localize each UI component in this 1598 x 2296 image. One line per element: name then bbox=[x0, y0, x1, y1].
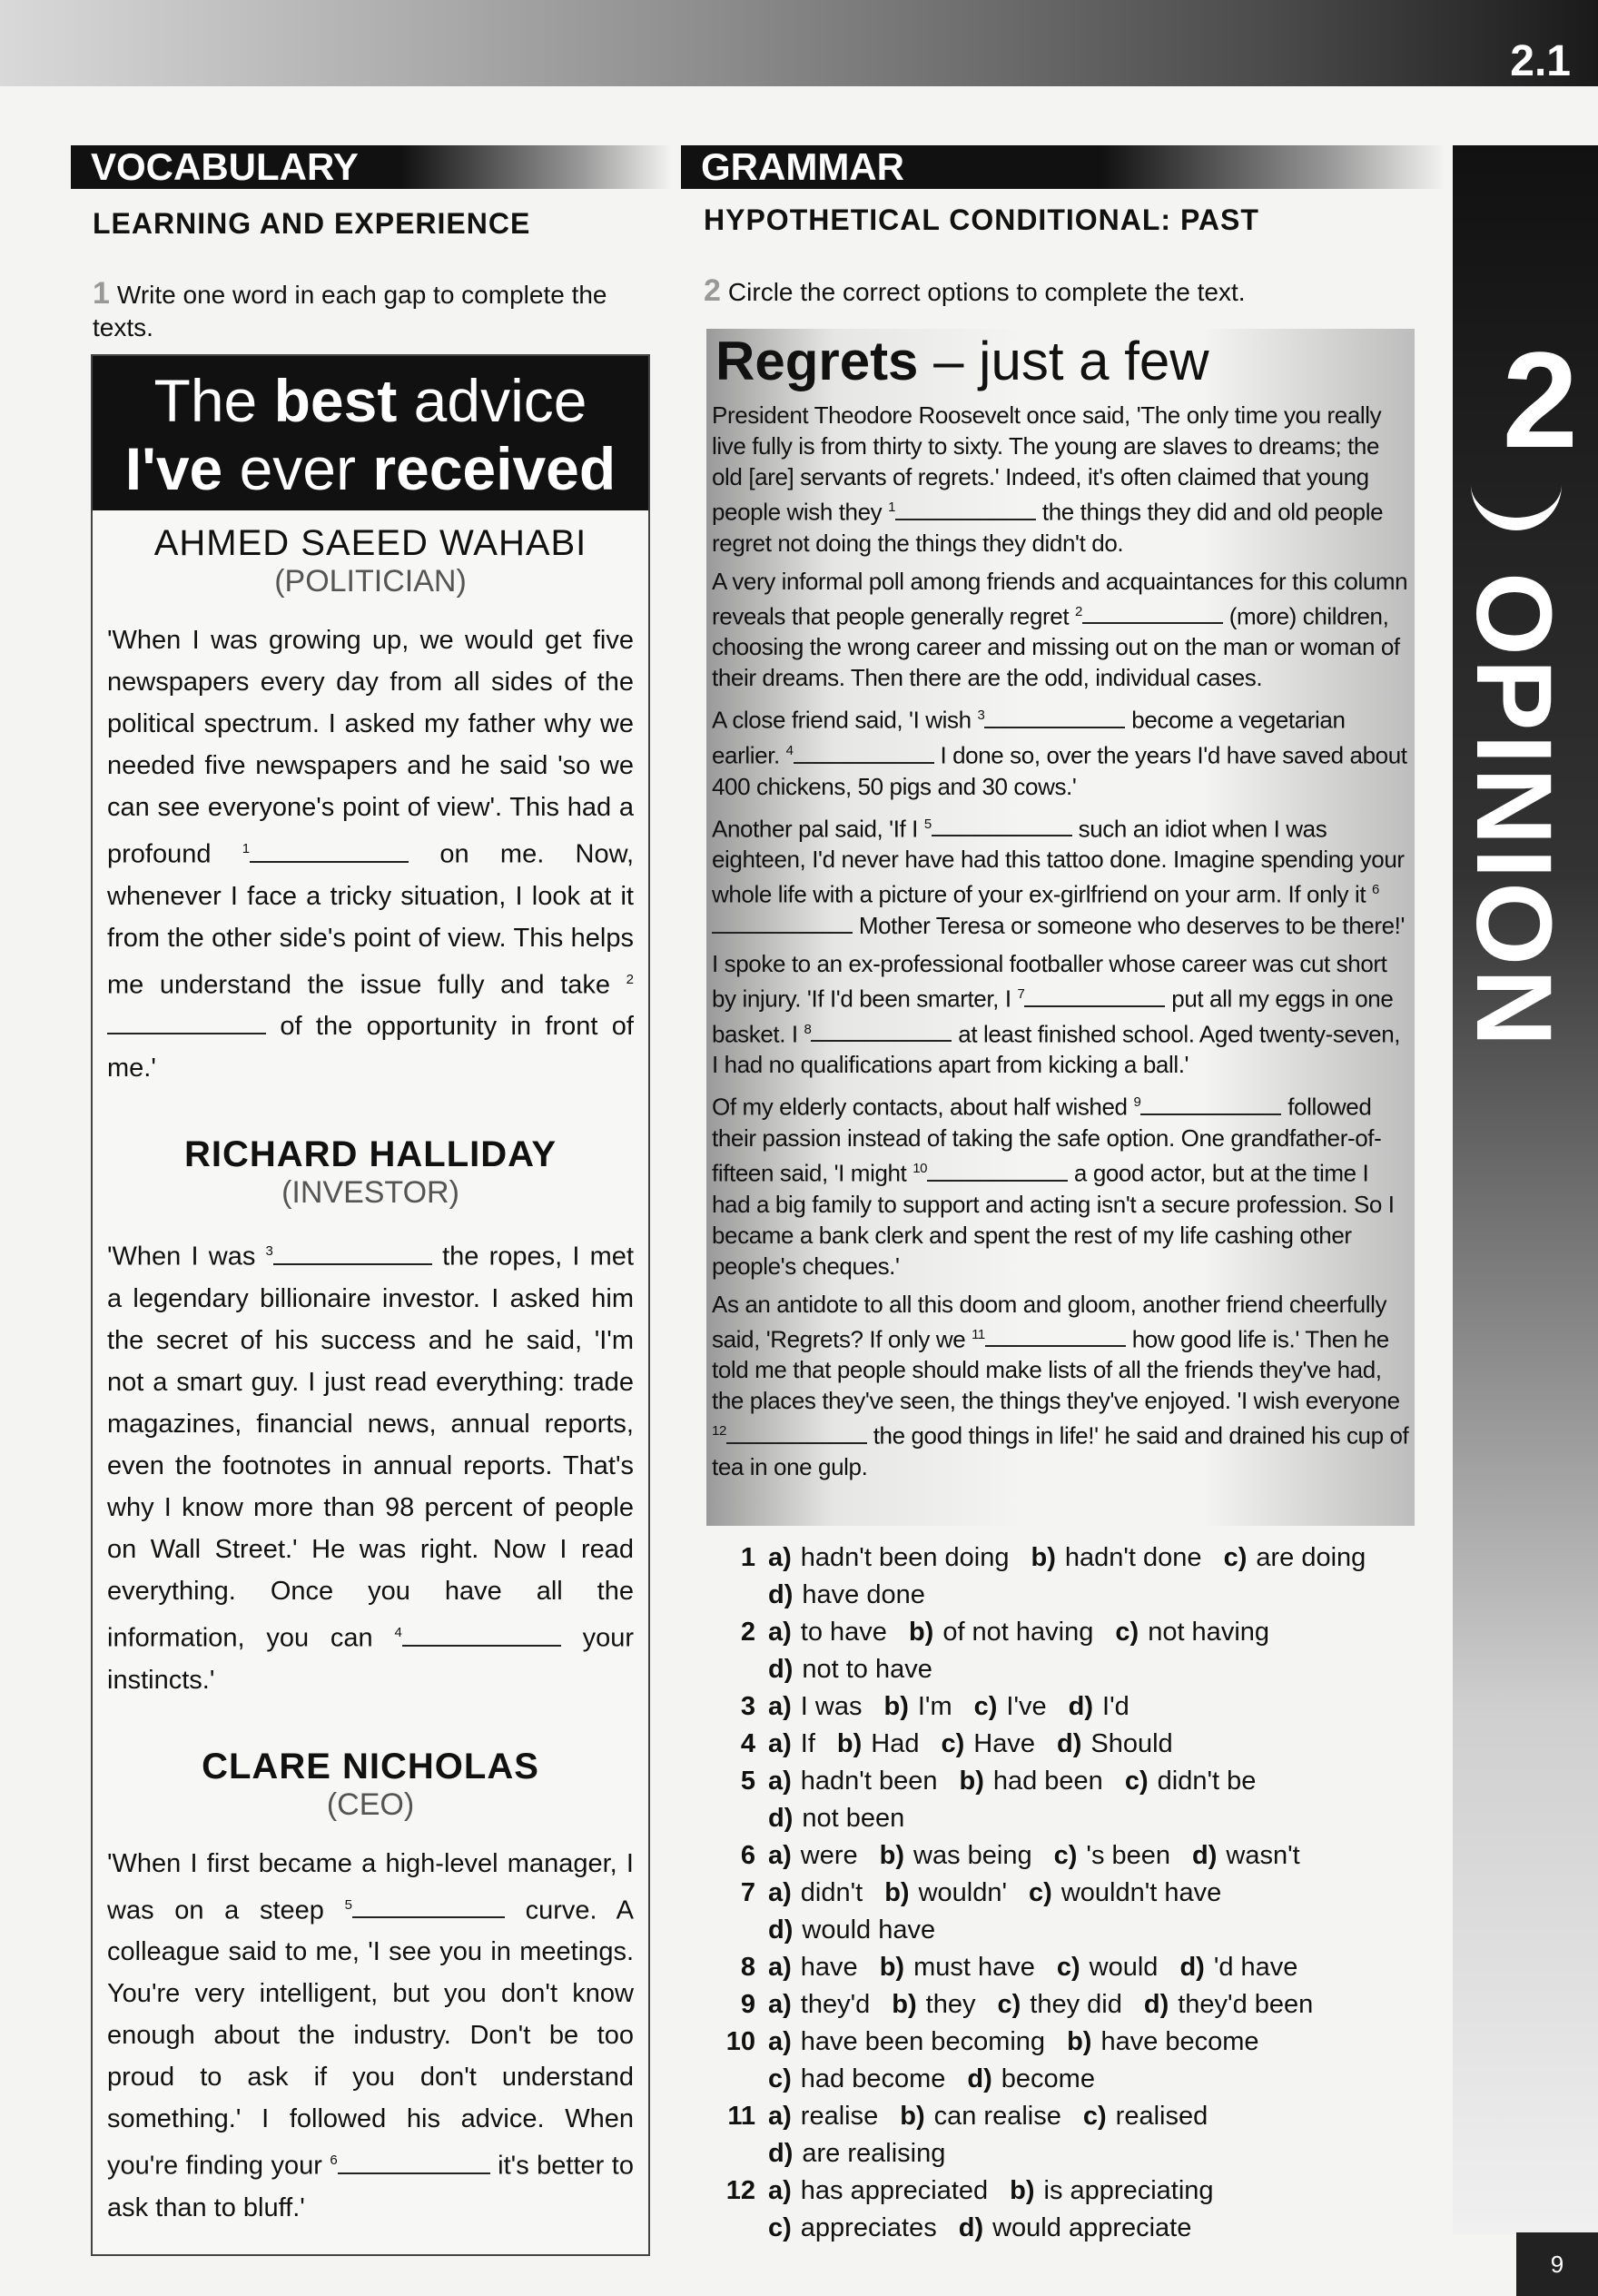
option-row bbox=[717, 1726, 1425, 1763]
answer-option[interactable]: a) were bbox=[768, 1841, 858, 1870]
person-role: (CEO) bbox=[326, 1786, 415, 1822]
option-row bbox=[717, 2135, 1425, 2172]
option-row bbox=[717, 1614, 1425, 1651]
gap-number: 5 bbox=[923, 816, 932, 832]
answer-option[interactable]: d) not been bbox=[768, 1804, 905, 1833]
advice-box bbox=[91, 354, 650, 2256]
answer-option[interactable]: b) was being bbox=[879, 1841, 1032, 1870]
answer-option[interactable]: d) are realising bbox=[768, 2139, 946, 2168]
top-banner bbox=[0, 0, 1598, 86]
gap-number: 1 bbox=[888, 500, 896, 515]
gap-blank[interactable] bbox=[985, 1327, 1126, 1347]
question-number: 8 bbox=[740, 1953, 755, 1982]
vocabulary-subtitle: LEARNING AND EXPERIENCE bbox=[93, 207, 531, 240]
answer-option[interactable]: d) would appreciate bbox=[958, 2213, 1192, 2242]
answer-option[interactable]: c) they did bbox=[997, 1990, 1122, 2019]
question-number: 2 bbox=[740, 1618, 755, 1647]
answer-option[interactable]: c) realised bbox=[1082, 2102, 1208, 2131]
unit-number: 2.1 bbox=[1510, 37, 1571, 85]
gap-blank[interactable] bbox=[273, 1243, 432, 1265]
answer-option[interactable]: c) not having bbox=[1115, 1618, 1270, 1647]
person-name: AHMED SAEED WAHABI bbox=[153, 523, 587, 563]
article-body bbox=[706, 400, 1415, 1482]
answer-option[interactable]: a) has appreciated bbox=[768, 2176, 989, 2205]
answer-option[interactable]: a) to have bbox=[768, 1618, 887, 1647]
gap-blank[interactable] bbox=[1140, 1095, 1281, 1115]
option-row bbox=[717, 1763, 1425, 1800]
answer-option[interactable]: c) I've bbox=[973, 1692, 1047, 1721]
person-role: (INVESTOR) bbox=[281, 1175, 459, 1211]
gap-blank[interactable] bbox=[927, 1162, 1068, 1182]
answer-options bbox=[717, 1539, 1425, 2247]
option-row bbox=[717, 1912, 1425, 1949]
answer-option[interactable]: b) wouldn' bbox=[884, 1878, 1008, 1907]
answer-option[interactable]: c) didn't be bbox=[1124, 1767, 1257, 1796]
advice-quote: 'When I first became a high-level manager, I was on a steep $^5$ curve. A colleague said to me, 'I see you in meetings. You're very intelligent, but you don't know enough about the industry. Don't be too proud to ask if you don't understand something.' I followed his advice. When you're finding your $^6$ it's better to ask than to bluff.' bbox=[107, 1848, 634, 2222]
option-row bbox=[717, 1949, 1425, 1986]
answer-option[interactable]: c) 's been bbox=[1053, 1841, 1171, 1870]
answer-option[interactable]: b) Had bbox=[836, 1729, 920, 1758]
question-number bbox=[717, 1800, 755, 1837]
gap-blank[interactable] bbox=[1082, 604, 1223, 624]
advice-quote: 'When I was growing up, we would get five newspapers every day from all sides of the political spectrum. I asked my father why we needed five newspapers and he said 'so we can see everyone's point of view'. This had a profound $^1$ on me. Now, whenever I face a tricky situation, I look at it from the other side's point of view. This helps me understand the issue fully and take $^2$ of the opportunity in front of me.' bbox=[107, 626, 634, 1084]
question-number: 6 bbox=[740, 1841, 755, 1870]
answer-option[interactable]: c) had become bbox=[768, 2064, 946, 2093]
answer-option[interactable]: d) not to have bbox=[768, 1655, 932, 1684]
answer-option[interactable]: b) they bbox=[892, 1990, 976, 2019]
gap-number: 11 bbox=[972, 1326, 985, 1342]
advice-box-title: The best advice I've ever received bbox=[93, 356, 648, 510]
article-paragraph: President Theodore Roosevelt once said, 'The only time you really live fully is from thirty to sixty. The young are slaves to dreams; the old [are] servants of regrets.' Indeed, it's often claimed that young people wish they $^1$ the things they did and old people regret not doing the things they didn't do. bbox=[712, 401, 1384, 557]
question-number: 11 bbox=[727, 2102, 755, 2131]
answer-option[interactable]: c) Have bbox=[941, 1729, 1035, 1758]
answer-option[interactable]: c) wouldn't have bbox=[1029, 1878, 1222, 1907]
grammar-section-title: GRAMMAR bbox=[681, 145, 1445, 189]
question-number: 3 bbox=[740, 1692, 755, 1721]
person-name-block bbox=[93, 1747, 648, 1823]
answer-option[interactable]: a) hadn't been bbox=[768, 1767, 938, 1796]
answer-option[interactable]: a) I was bbox=[768, 1692, 863, 1721]
gap-blank[interactable] bbox=[726, 1424, 867, 1444]
question-number bbox=[717, 2135, 755, 2172]
answer-option[interactable]: c) are doing bbox=[1223, 1543, 1366, 1572]
answer-option[interactable]: a) didn't bbox=[768, 1878, 863, 1907]
answer-option[interactable]: d) wasn't bbox=[1192, 1841, 1300, 1870]
option-row bbox=[717, 2172, 1425, 2210]
answer-option[interactable]: b) must have bbox=[879, 1953, 1035, 1982]
gap-number: 3 bbox=[977, 708, 985, 724]
gap-blank[interactable] bbox=[402, 1625, 561, 1647]
regrets-article bbox=[706, 329, 1415, 1526]
question-number bbox=[717, 2061, 755, 2098]
person-role: (POLITICIAN) bbox=[274, 564, 467, 599]
gap-blank[interactable] bbox=[107, 1013, 266, 1034]
unit-sidebar-title: OPINION bbox=[1454, 572, 1573, 1051]
gap-number: 7 bbox=[1017, 985, 1025, 1002]
question-number: 4 bbox=[740, 1729, 755, 1758]
answer-option[interactable]: d) I'd bbox=[1068, 1692, 1129, 1721]
question-number: 1 bbox=[740, 1543, 755, 1572]
question-number bbox=[717, 1912, 755, 1949]
gap-blank[interactable] bbox=[895, 500, 1036, 520]
gap-number: 8 bbox=[804, 1021, 812, 1037]
answer-option[interactable]: b) can realise bbox=[900, 2102, 1061, 2131]
answer-option[interactable]: a) hadn't been doing bbox=[768, 1543, 1010, 1572]
question-number: 7 bbox=[740, 1878, 755, 1907]
unit-sidebar bbox=[1453, 145, 1598, 2234]
gap-blank[interactable] bbox=[338, 2152, 490, 2174]
option-row bbox=[717, 1688, 1425, 1726]
gap-number: 6 bbox=[1371, 882, 1379, 898]
answer-option[interactable]: c) appreciates bbox=[768, 2213, 937, 2242]
article-title: Regrets – just a few bbox=[715, 331, 1209, 391]
answer-option[interactable]: a) have bbox=[768, 1953, 858, 1982]
exercise-number: 1 bbox=[93, 276, 110, 311]
article-paragraph: Another pal said, 'If I $^5$ such an idiot when I was eighteen, I'd never have had this tattoo done. Imagine spending your whole life with a picture of your ex-girlfriend on your arm. If only it $^6$ Mother Teresa or someone who deserves to be there!' bbox=[712, 815, 1406, 939]
answer-option[interactable]: d) become bbox=[967, 2064, 1095, 2093]
article-paragraph: A very informal poll among friends and acquaintances for this column reveals that people generally regret $^2$ (more) children, choosing the wrong career and missing out on the man or woman of their dreams. Then there are the odd, individual cases. bbox=[712, 567, 1408, 692]
answer-option[interactable]: b) have become bbox=[1067, 2027, 1259, 2056]
answer-option[interactable]: d) 'd have bbox=[1179, 1953, 1298, 1982]
option-row bbox=[717, 1986, 1425, 2024]
question-number: 10 bbox=[725, 2027, 755, 2056]
gap-blank[interactable] bbox=[932, 816, 1072, 836]
option-row bbox=[717, 1800, 1425, 1837]
gap-blank[interactable] bbox=[352, 1896, 505, 1918]
gap-blank[interactable] bbox=[712, 914, 853, 934]
gap-number: 10 bbox=[912, 1160, 928, 1176]
smile-icon bbox=[1471, 463, 1562, 530]
option-row bbox=[717, 1651, 1425, 1688]
article-paragraph: I spoke to an ex-professional footballer whose career was cut short by injury. 'If I'd been smarter, I $^7$ put all my eggs in one basket. I $^8$ at least finished school. Aged twenty-seven, I had no qualifications apart from kicking a ball.' bbox=[712, 949, 1401, 1079]
question-number bbox=[717, 2210, 755, 2247]
grammar-instruction: 2 Circle the correct options to complete the text. bbox=[704, 273, 1246, 308]
option-row bbox=[717, 2210, 1425, 2247]
question-number bbox=[717, 1651, 755, 1688]
person-name-block bbox=[93, 523, 648, 599]
option-row bbox=[717, 2061, 1425, 2098]
question-number: 12 bbox=[725, 2176, 755, 2205]
gap-number: 12 bbox=[712, 1423, 726, 1440]
person-name: RICHARD HALLIDAY bbox=[183, 1134, 557, 1175]
answer-option[interactable]: d) they'd been bbox=[1143, 1990, 1314, 2019]
answer-option[interactable]: b) of not having bbox=[908, 1618, 1094, 1647]
answer-option[interactable]: a) If bbox=[768, 1729, 815, 1758]
gap-number: 2 bbox=[1075, 603, 1082, 619]
exercise-number: 2 bbox=[704, 273, 721, 308]
article-paragraph: A close friend said, 'I wish $^3$ become a vegetarian earlier. $^4$ I done so, over the years I'd have saved about 400 chickens, 50 pigs and 30 cows.' bbox=[712, 706, 1407, 800]
gap-blank[interactable] bbox=[250, 841, 409, 863]
vocabulary-section-title: VOCABULARY bbox=[71, 145, 672, 189]
grammar-subtitle: HYPOTHETICAL CONDITIONAL: PAST bbox=[704, 203, 1259, 236]
option-row bbox=[717, 1577, 1425, 1614]
gap-number: 9 bbox=[1133, 1094, 1141, 1111]
person-name-block bbox=[93, 1134, 648, 1211]
advice-quote: 'When I was $^3$ the ropes, I met a legendary billionaire investor. I asked him the secret of his success and he said, 'I'm not a smart guy. I just read everything: trade magazines, financial news, annual reports, even the footnotes in annual reports. That's why I know more than 98 percent of people on Wall Street.' He was right. Now I read everything. Once you have all the information, you can $^4$ your instincts.' bbox=[107, 1242, 634, 1695]
answer-option[interactable]: d) have done bbox=[768, 1580, 925, 1609]
unit-sidebar-number: 2 bbox=[1502, 323, 1578, 476]
answer-option[interactable]: b) I'm bbox=[883, 1692, 952, 1721]
vocabulary-instruction: 1 Write one word in each gap to complete the texts. bbox=[93, 276, 607, 341]
article-paragraph: Of my elderly contacts, about half wished $^9$ followed their passion instead of taking the safe option. One grandfather-of-fifteen said, 'I might $^{10}$ a good actor, but at the time I had a big family to support and acting isn't a secure profession. So I became a bank clerk and spent the rest of my life cashing other people's cheques.' bbox=[712, 1093, 1395, 1280]
answer-option[interactable]: b) hadn't done bbox=[1031, 1543, 1202, 1572]
option-row bbox=[717, 1837, 1425, 1875]
person-name: CLARE NICHOLAS bbox=[202, 1746, 539, 1786]
gap-blank[interactable] bbox=[984, 708, 1125, 728]
answer-option[interactable]: b) is appreciating bbox=[1010, 2176, 1214, 2205]
option-row bbox=[717, 1875, 1425, 1912]
question-number bbox=[717, 1577, 755, 1614]
answer-option[interactable]: a) realise bbox=[768, 2102, 879, 2131]
option-row bbox=[717, 2098, 1425, 2135]
answer-option[interactable]: d) would have bbox=[768, 1915, 936, 1945]
gap-blank[interactable] bbox=[794, 744, 934, 764]
article-paragraph: As an antidote to all this doom and gloom, another friend cheerfully said, 'Regrets? If only we $^{11}$ how good life is.' Then he told me that people should make lists of all the friends they've had, the places they've seen, the things they've enjoyed. 'I wish everyone $^{12}$ the good things in life!' he said and drained his cup of tea in one gulp. bbox=[712, 1290, 1409, 1480]
answer-option[interactable]: a) they'd bbox=[768, 1990, 871, 2019]
answer-option[interactable]: b) had been bbox=[959, 1767, 1103, 1796]
gap-number: 4 bbox=[785, 742, 794, 758]
option-row bbox=[717, 2024, 1425, 2061]
gap-blank[interactable] bbox=[1024, 987, 1165, 1007]
question-number: 5 bbox=[740, 1767, 755, 1796]
answer-option[interactable]: d) Should bbox=[1057, 1729, 1173, 1758]
question-number: 9 bbox=[740, 1990, 755, 2019]
gap-blank[interactable] bbox=[811, 1022, 952, 1042]
page-number: 9 bbox=[1516, 2232, 1598, 2296]
answer-option[interactable]: c) would bbox=[1056, 1953, 1159, 1982]
answer-option[interactable]: a) have been becoming bbox=[768, 2027, 1046, 2056]
option-row bbox=[717, 1539, 1425, 1577]
